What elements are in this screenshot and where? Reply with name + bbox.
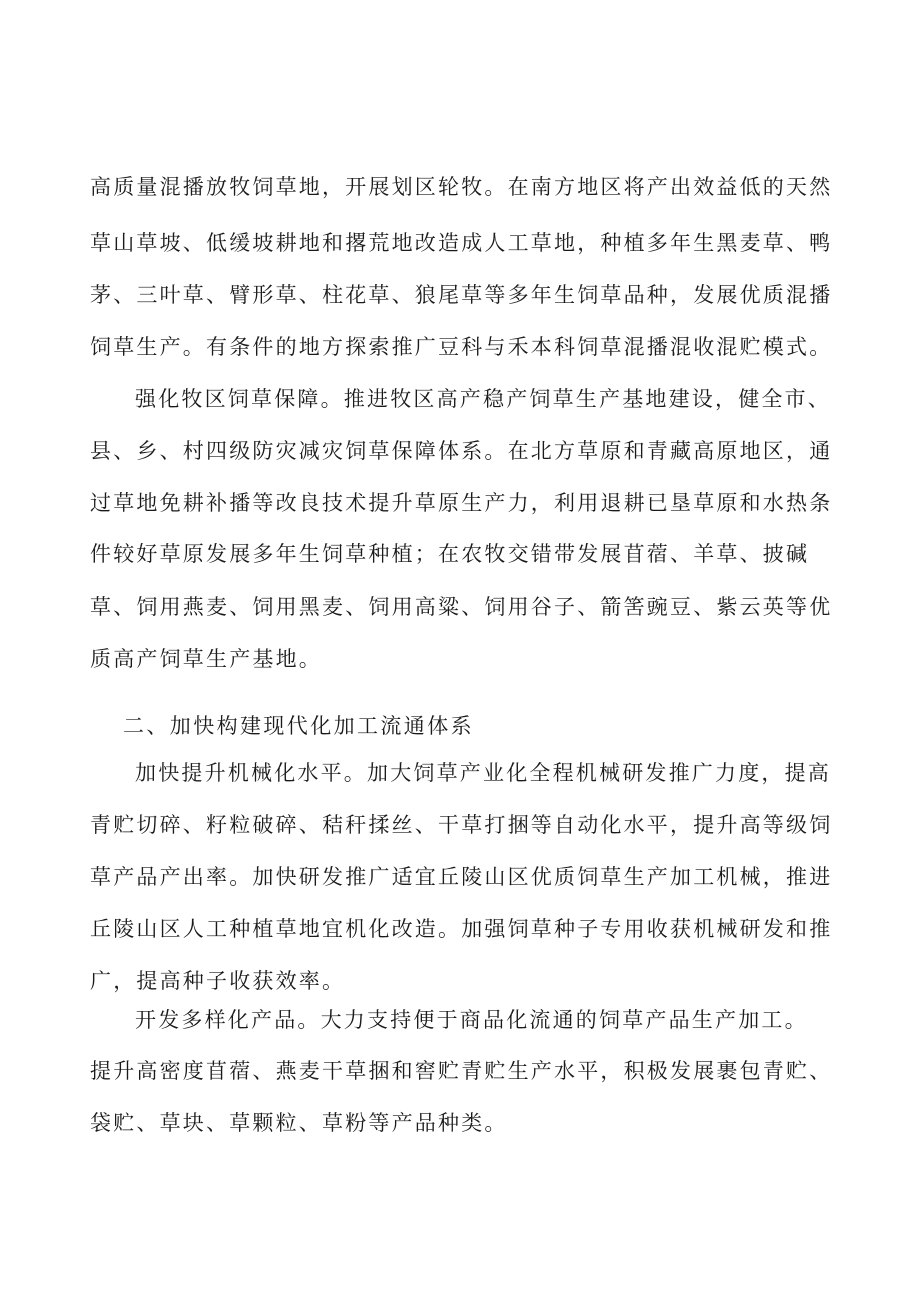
paragraph-2-line-3: 过草地免耕补播等改良技术提升草原生产力，利用退耕已垦草原和水热条	[90, 491, 833, 515]
paragraph-2-line-2: 县、乡、村四级防灾减灾饲草保障体系。在北方草原和青藏高原地区，通	[90, 439, 833, 463]
paragraph-2-line-5: 草、饲用燕麦、饲用黑麦、饲用高粱、饲用谷子、箭筈豌豆、紫云英等优	[90, 595, 833, 619]
paragraph-3-line-2: 青贮切碎、籽粒破碎、秸秆揉丝、干草打捆等自动化水平，提升高等级饲	[90, 813, 833, 837]
paragraph-3-line-1: 加快提升机械化水平。加大饲草产业化全程机械研发推广力度，提高	[135, 761, 831, 785]
paragraph-4-line-1: 开发多样化产品。大力支持便于商品化流通的饲草产品生产加工。	[135, 1008, 808, 1032]
paragraph-3-line-5: 广，提高种子收获效率。	[90, 969, 346, 993]
paragraph-4-line-3: 袋贮、草块、草颗粒、草粉等产品种类。	[90, 1111, 508, 1135]
paragraph-1-line-4: 饲草生产。有条件的地方探索推广豆科与禾本科饲草混播混收混贮模式。	[90, 335, 833, 359]
paragraph-1-line-3: 茅、三叶草、臂形草、柱花草、狼尾草等多年生饲草品种，发展优质混播	[90, 283, 833, 307]
paragraph-3-line-4: 丘陵山区人工种植草地宜机化改造。加强饲草种子专用收获机械研发和推	[90, 917, 833, 941]
paragraph-3-line-3: 草产品产出率。加快研发推广适宜丘陵山区优质饲草生产加工机械，推进	[90, 865, 833, 889]
paragraph-2-line-1: 强化牧区饲草保障。推进牧区高产稳产饲草生产基地建设，健全市、	[135, 387, 831, 411]
paragraph-2-line-6: 质高产饲草生产基地。	[90, 647, 322, 671]
paragraph-4-line-2: 提升高密度苜蓿、燕麦干草捆和窖贮青贮生产水平，积极发展裹包青贮、	[90, 1059, 833, 1083]
paragraph-1-line-1: 高质量混播放牧饲草地，开展划区轮牧。在南方地区将产出效益低的天然	[90, 175, 833, 199]
paragraph-2-line-4: 件较好草原发展多年生饲草种植；在农牧交错带发展苜蓿、羊草、披碱	[90, 542, 810, 566]
section-heading: 二、加快构建现代化加工流通体系	[123, 714, 474, 738]
paragraph-1-line-2: 草山草坡、低缓坡耕地和撂荒地改造成人工草地，种植多年生黑麦草、鸭	[90, 231, 833, 255]
